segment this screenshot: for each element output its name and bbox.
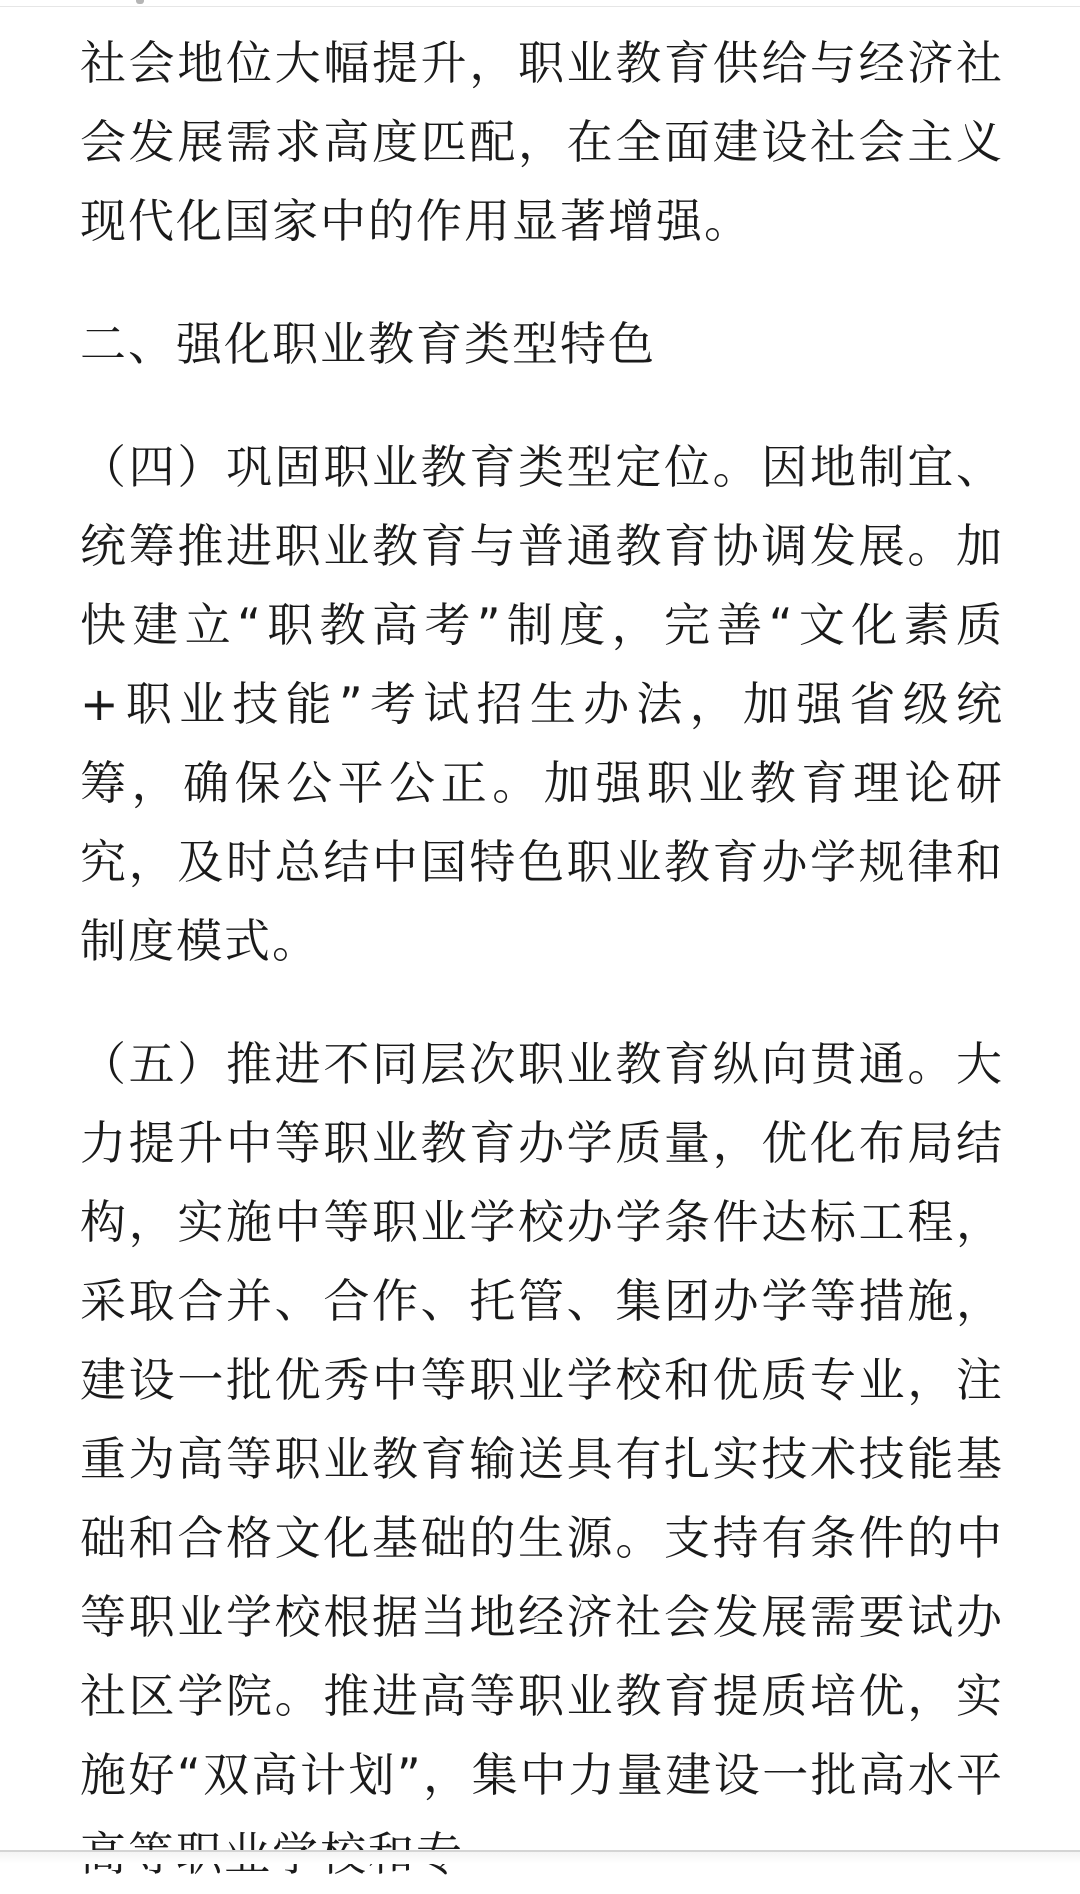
paragraph-goals-continued: 社会地位大幅提升，职业教育供给与经济社会发展需求高度匹配，在全面建设社会主义现代化国家中的作用显著增强。 [80,36,1004,248]
top-divider [0,0,1080,7]
cut-off-text-fragment [136,0,144,4]
paragraph-item-four: （四）巩固职业教育类型定位。因地制宜、统筹推进职业教育与普通教育协调发展。加快建立“职教高考”制度，完善“文化素质+职业技能”考试招生办法，加强省级统筹，确保公平公正。加强职业教育理论研究，及时总结中国特色职业教育办学规律和制度模式。 [80,440,1004,968]
section-heading-strengthen-type-features: 二、强化职业教育类型特色 [80,317,656,371]
article-body [80,24,1004,1894]
bottom-divider [0,1850,1080,1864]
paragraph-item-five: （五）推进不同层次职业教育纵向贯通。大力提升中等职业教育办学质量，优化布局结构，实施中等职业学校办学条件达标工程，采取合并、合作、托管、集团办学等措施，建设一批优秀中等职业学校和优质专业，注重为高等职业教育输送具有扎实技术技能基础和合格文化基础的生源。支持有条件的中等职业学校根据当地经济社会发展需要试办社区学院。推进高等职业教育提质培优，实施好“双高计划”，集中力量建设一批高水平 [80,1037,1004,1802]
